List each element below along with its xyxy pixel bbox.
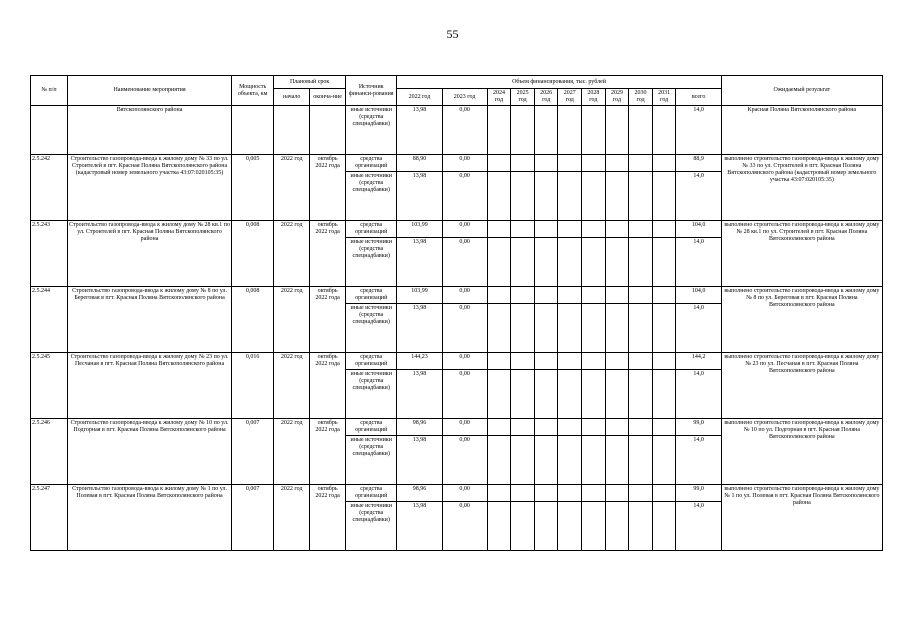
row-2022-other: 13,98 [397,436,442,485]
row-source-other: иные источники (средства спецнадбавки) [346,502,397,551]
row-source-other: иные источники (средства спецнадбавки) [346,172,397,221]
row-name: Строительство газопровода-ввода к жилому дому № 8 по ул. Береговая в пгт. Красная Поляна Вятскополянского района [67,287,231,353]
row-source-orgs: средства организаций [346,221,397,238]
continuation-row [31,106,883,155]
row-2023-orgs: 0,00 [442,419,487,436]
header-2022: 2022 год [397,89,442,106]
row-name: Строительство газопровода-ввода к жилому дому № 23 по ул. Песчаная в пгт. Красная Поляна Вятскополянского района [67,353,231,419]
header-num: № п/п [31,76,68,106]
row-source-orgs: средства организаций [346,353,397,370]
financing-table [30,75,883,551]
header-2030: 2030 год [629,89,653,106]
row-2023-other: 0,00 [442,370,487,419]
row-start: 2022 год [274,155,310,221]
row-total-other: 14,0 [676,172,721,221]
row-2022-other: 13,98 [397,502,442,551]
row-2022-other: 13,98 [397,370,442,419]
table-row [31,221,883,238]
header-start: начало [274,89,310,106]
header-end: оконча-ние [310,89,346,106]
header-2027: 2027 год [558,89,582,106]
row-2023-other: 0,00 [442,172,487,221]
row-source-other: иные источники (средства спецнадбавки) [346,304,397,353]
row-start: 2022 год [274,419,310,485]
row-end: октябрь 2022 года [310,353,346,419]
row-name: Строительство газопровода-ввода к жилому дому № 1 по ул. Полевая в пгт. Красная Поляна Вятскополянского района [67,485,231,551]
row-result: выполнено строительство газопровода-ввода к жилому дому № 10 по ул. Подгорная в пгт. Красная Поляна Вятскополянского района [721,419,882,485]
row-total-orgs: 99,0 [676,485,721,502]
row-2023-other: 0,00 [442,502,487,551]
row-2023-orgs: 0,00 [442,353,487,370]
row-num: 2.5.245 [31,353,68,419]
row-capacity: 0,008 [232,287,274,353]
row-capacity: 0,007 [232,419,274,485]
table-row [31,155,883,172]
continuation-2022: 13,98 [397,106,442,155]
continuation-result: Красная Поляна Вятскополянского района [721,106,882,155]
header-2023: 2023 год [442,89,487,106]
row-2023-orgs: 0,00 [442,155,487,172]
header-2028: 2028 год [582,89,606,106]
header-2031: 2031 год [652,89,676,106]
row-2022-orgs: 98,96 [397,485,442,502]
row-num: 2.5.243 [31,221,68,287]
row-2022-other: 13,98 [397,172,442,221]
row-total-orgs: 104,0 [676,287,721,304]
row-end: октябрь 2022 года [310,221,346,287]
row-2022-orgs: 88,90 [397,155,442,172]
row-2023-other: 0,00 [442,436,487,485]
row-capacity: 0,007 [232,485,274,551]
header-name: Наименование мероприятия [67,76,231,106]
page-number: 55 [446,27,459,41]
row-2023-other: 0,00 [442,238,487,287]
row-result: выполнено строительство газопровода-ввода к жилому дому № 28 кв.1 по ул. Строителей в пгт. Красная Поляна Вятскополянского района [721,221,882,287]
row-source-orgs: средства организаций [346,287,397,304]
row-end: октябрь 2022 года [310,485,346,551]
row-total-other: 14,0 [676,436,721,485]
row-num: 2.5.244 [31,287,68,353]
row-total-other: 14,0 [676,370,721,419]
header-2029: 2029 год [605,89,629,106]
continuation-2023: 0,00 [442,106,487,155]
row-total-other: 14,0 [676,304,721,353]
table-row [31,287,883,304]
row-name: Строительство газопровода-ввода к жилому дому № 33 по ул. Строителей в пгт. Красная Поляна Вятскополянского района (кадастровый номер земельного участка 43:07:020105:35) [67,155,231,221]
row-total-orgs: 99,0 [676,419,721,436]
row-2022-orgs: 103,99 [397,287,442,304]
row-2022-orgs: 144,23 [397,353,442,370]
header-2025: 2025 год [511,89,535,106]
row-num: 2.5.246 [31,419,68,485]
row-num: 2.5.247 [31,485,68,551]
continuation-source: иные источники (средства спецнадбавки) [346,106,397,155]
row-start: 2022 год [274,221,310,287]
row-result: выполнено строительство газопровода-ввода к жилому дому № 23 по ул. Песчаная в пгт. Красная Поляна Вятскополянского района [721,353,882,419]
row-total-orgs: 88,9 [676,155,721,172]
row-2023-orgs: 0,00 [442,287,487,304]
row-name: Строительство газопровода-ввода к жилому дому № 10 по ул. Подгорная в пгт. Красная Поляна Вятскополянского района [67,419,231,485]
row-source-orgs: средства организаций [346,485,397,502]
row-end: октябрь 2022 года [310,287,346,353]
continuation-total: 14,0 [676,106,721,155]
header-plan-term: Плановый срок [274,76,346,89]
header-volume: Объем финансирования, тыс. рублей [397,76,721,89]
row-2023-other: 0,00 [442,304,487,353]
row-result: выполнено строительство газопровода-ввода к жилому дому № 33 по ул. Строителей в пгт. Красная Поляна Вятскополянского района (кадастровый номер земельного участка 43:07:020105:35) [721,155,882,221]
row-result: выполнено строительство газопровода-ввода к жилому дому № 8 по ул. Береговая в пгт. Красная Поляна Вятскополянского района [721,287,882,353]
row-result: выполнено строительство газопровода-ввода к жилому дому № 1 по ул. Полевая в пгт. Красная Поляна Вятскополянского района [721,485,882,551]
row-total-other: 14,0 [676,238,721,287]
row-end: октябрь 2022 года [310,155,346,221]
row-source-orgs: средства организаций [346,419,397,436]
row-capacity: 0,005 [232,155,274,221]
header-result: Ожидаемый результат [721,76,882,106]
row-total-other: 14,0 [676,502,721,551]
row-total-orgs: 144,2 [676,353,721,370]
row-total-orgs: 104,0 [676,221,721,238]
row-name: Строительство газопровода-ввода к жилому дому № 28 кв.1 по ул. Строителей в пгт. Красная Поляна Вятскополянского района [67,221,231,287]
row-2023-orgs: 0,00 [442,221,487,238]
row-start: 2022 год [274,353,310,419]
table-row [31,485,883,502]
row-start: 2022 год [274,485,310,551]
header-capacity: Мощность объекта, км [232,76,274,106]
row-source-other: иные источники (средства спецнадбавки) [346,370,397,419]
header-2026: 2026 год [534,89,558,106]
row-source-other: иные источники (средства спецнадбавки) [346,238,397,287]
row-source-orgs: средства организаций [346,155,397,172]
row-2023-orgs: 0,00 [442,485,487,502]
row-2022-other: 13,98 [397,238,442,287]
table-row [31,419,883,436]
row-2022-orgs: 103,99 [397,221,442,238]
header-2024: 2024 год [487,89,511,106]
header-source: Источник финанси-рования [346,76,397,106]
row-capacity: 0,008 [232,221,274,287]
row-num: 2.5.242 [31,155,68,221]
row-2022-other: 13,98 [397,304,442,353]
row-start: 2022 год [274,287,310,353]
table-row [31,353,883,370]
row-end: октябрь 2022 года [310,419,346,485]
header-total: всего [676,89,721,106]
row-source-other: иные источники (средства спецнадбавки) [346,436,397,485]
continuation-name: Вятскополянского района [67,106,231,155]
row-2022-orgs: 98,96 [397,419,442,436]
row-capacity: 0,016 [232,353,274,419]
